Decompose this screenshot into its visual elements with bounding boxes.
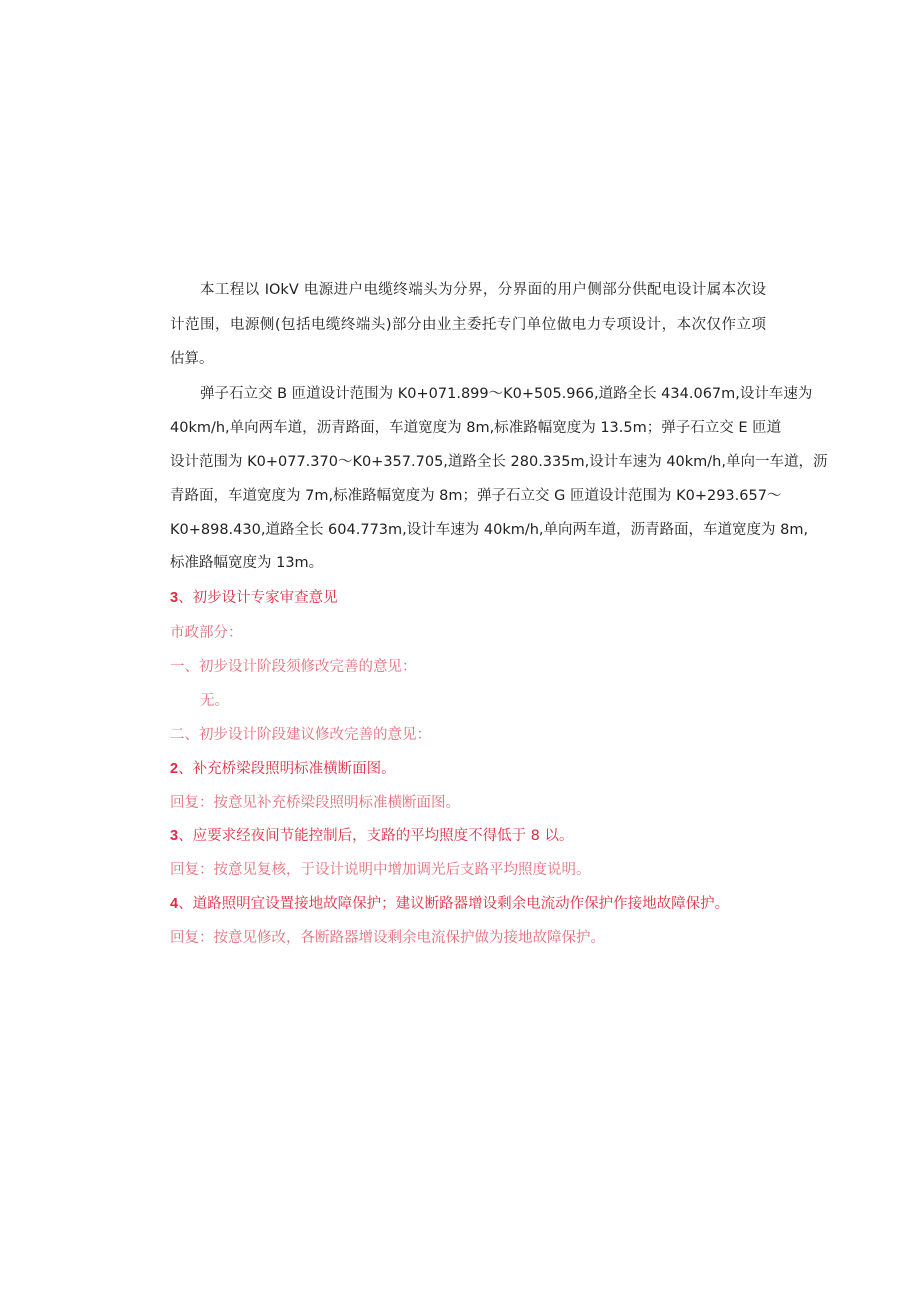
review-item: [170, 826, 766, 846]
paragraph-2-line: K0+898.430,道路全长 604.773m,设计车速为 40km/h,单向两车道，沥青路面，车道宽度为 8m,: [170, 522, 809, 538]
item-text: 、道路照明宜设置接地故障保护；建议断路器增设剩余电流动作保护作接地故障保护。: [178, 896, 730, 912]
paragraph-1-line: 本工程以 IOkV 电源进户电缆终端头为分界，分界面的用户侧部分供配电设计属本次设: [200, 282, 766, 298]
review-item: [170, 759, 766, 779]
part-1-heading: 一、初步设计阶段须修改完善的意见：: [170, 659, 417, 675]
part-2-heading: 二、初步设计阶段建议修改完善的意见：: [170, 727, 431, 743]
item-number: 3: [170, 828, 179, 844]
paragraph-2-line: 设计范围为 K0+077.370～K0+357.705,道路全长 280.335m,设计车速为 40km/h,单向一车道，沥: [170, 454, 828, 470]
heading-text: 、初步设计专家审查意见: [178, 590, 338, 606]
paragraph-2-line: 青路面，车道宽度为 7m,标准路幅宽度为 8m；弹子石立交 G 匝道设计范围为 K0+293.657～: [170, 488, 782, 504]
item-number: 2: [170, 761, 179, 777]
review-reply: 回复：按意见补充桥梁段照明标准横断面图。: [170, 795, 460, 811]
review-item: [170, 894, 766, 914]
paragraph-2-line: 标准路幅宽度为 13m。: [170, 555, 324, 571]
item-number: 4: [170, 896, 179, 912]
review-reply: 回复：按意见复核，于设计说明中增加调光后支路平均照度说明。: [170, 862, 591, 878]
paragraph-1-line: 计范围，电源侧(包括电缆终端头)部分由业主委托专门单位做电力专项设计，本次仅作立项: [170, 317, 766, 333]
item-text: 、应要求经夜间节能控制后，支路的平均照度不得低于 8 以。: [178, 828, 574, 844]
paragraph-2-line: 40km/h,单向两车道，沥青路面，车道宽度为 8m,标准路幅宽度为 13.5m；弹子石立交 E 匝道: [170, 420, 782, 436]
review-reply: 回复：按意见修改，各断路器增设剩余电流保护做为接地故障保护。: [170, 930, 605, 946]
item-text: 、补充桥梁段照明标准横断面图。: [178, 761, 396, 777]
heading-number: 3: [170, 590, 179, 606]
paragraph-1-line: 估算。: [170, 351, 214, 367]
part-1-content: 无。: [200, 693, 229, 709]
review-heading: [170, 588, 766, 608]
paragraph-2-line: 弹子石立交 B 匝道设计范围为 K0+071.899～K0+505.966,道路全长 434.067m,设计车速为: [200, 386, 813, 402]
section-label: 市政部分：: [170, 625, 243, 641]
